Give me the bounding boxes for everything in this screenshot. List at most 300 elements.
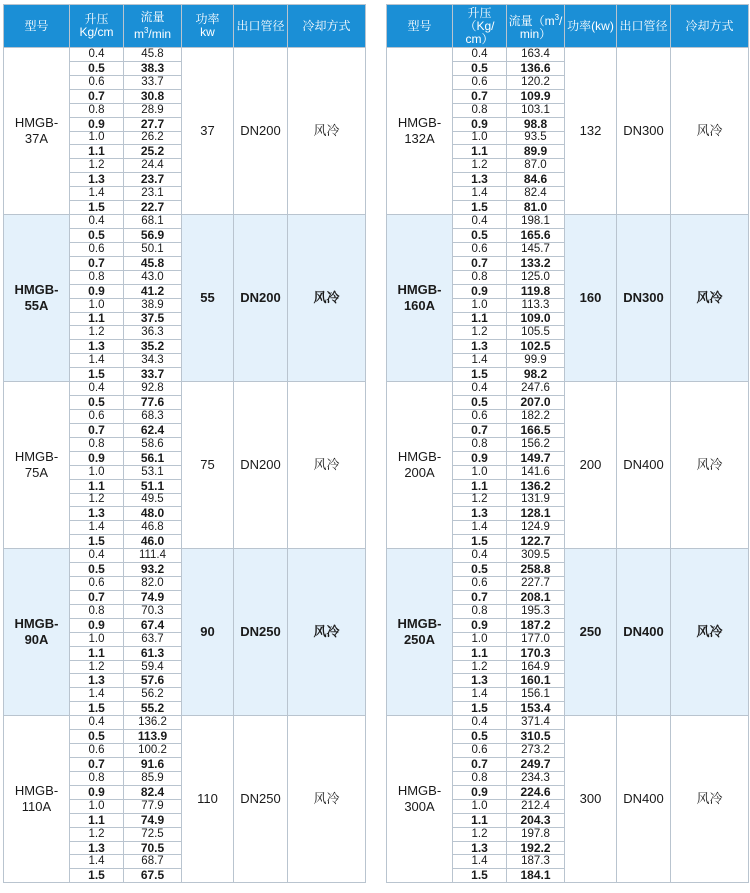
flow-cell: 136.2 [507,479,565,493]
pressure-cell: 0.8 [453,604,507,618]
cooling-cell: 风冷 [288,48,366,215]
flow-cell: 74.9 [124,590,182,604]
pressure-cell: 1.4 [70,187,124,201]
blower-spec-table-left [3,4,366,883]
flow-cell: 51.1 [124,479,182,493]
flow-cell: 207.0 [507,396,565,410]
power-cell: 90 [182,549,234,716]
flow-cell: 92.8 [124,382,182,396]
pressure-cell: 0.9 [70,284,124,298]
pressure-cell: 1.1 [70,813,124,827]
pressure-cell: 1.0 [453,465,507,479]
pressure-cell: 0.9 [453,451,507,465]
flow-cell: 43.0 [124,270,182,284]
flow-cell: 187.2 [507,618,565,632]
pressure-cell: 1.2 [453,326,507,340]
pressure-cell: 1.2 [453,159,507,173]
pressure-cell: 0.5 [70,61,124,75]
pressure-cell: 1.5 [453,201,507,215]
pressure-cell: 1.1 [453,312,507,326]
header-row [387,5,749,48]
flow-cell: 49.5 [124,493,182,507]
pressure-cell: 0.7 [453,89,507,103]
flow-cell: 103.1 [507,103,565,117]
pressure-cell: 1.3 [453,507,507,521]
flow-cell: 33.7 [124,368,182,382]
model-cell: HMGB- 55A [4,215,70,382]
pressure-cell: 1.0 [453,799,507,813]
pressure-cell: 1.3 [453,841,507,855]
outlet-cell: DN300 [617,48,671,215]
pressure-cell: 1.3 [453,340,507,354]
flow-cell: 184.1 [507,869,565,883]
table-row [4,382,366,396]
pressure-cell: 0.6 [453,744,507,758]
pressure-cell: 1.2 [70,660,124,674]
cooling-cell: 风冷 [671,215,749,382]
flow-cell: 77.9 [124,799,182,813]
flow-cell: 141.6 [507,465,565,479]
flow-cell: 99.9 [507,354,565,368]
pressure-cell: 0.9 [453,618,507,632]
outlet-cell: DN400 [617,716,671,883]
flow-cell: 145.7 [507,242,565,256]
pressure-cell: 1.4 [453,187,507,201]
pressure-cell: 0.8 [70,604,124,618]
pressure-cell: 0.4 [453,382,507,396]
model-cell: HMGB- 300A [387,716,453,883]
flow-cell: 61.3 [124,646,182,660]
pressure-cell: 1.5 [70,869,124,883]
pressure-cell: 0.9 [453,785,507,799]
flow-cell: 197.8 [507,827,565,841]
flow-cell: 62.4 [124,423,182,437]
pressure-cell: 1.0 [453,131,507,145]
outlet-cell: DN200 [234,215,288,382]
header-outlet: 出口管径 [617,5,671,48]
table-row [387,382,749,396]
flow-cell: 208.1 [507,590,565,604]
flow-cell: 68.3 [124,409,182,423]
pressure-cell: 1.0 [70,131,124,145]
flow-cell: 224.6 [507,785,565,799]
flow-cell: 247.6 [507,382,565,396]
table-row [4,716,366,730]
flow-cell: 125.0 [507,270,565,284]
flow-cell: 23.1 [124,187,182,201]
flow-cell: 70.5 [124,841,182,855]
flow-cell: 91.6 [124,758,182,772]
pressure-cell: 1.0 [70,799,124,813]
flow-cell: 67.5 [124,869,182,883]
flow-cell: 27.7 [124,117,182,131]
flow-cell: 165.6 [507,228,565,242]
pressure-cell: 0.9 [70,117,124,131]
model-cell: HMGB- 90A [4,549,70,716]
flow-cell: 25.2 [124,145,182,159]
flow-cell: 182.2 [507,409,565,423]
flow-cell: 113.3 [507,298,565,312]
pressure-cell: 0.4 [453,549,507,563]
flow-cell: 85.9 [124,771,182,785]
power-cell: 75 [182,382,234,549]
flow-cell: 24.4 [124,159,182,173]
flow-cell: 122.7 [507,535,565,549]
table-row [387,549,749,563]
pressure-cell: 1.4 [70,688,124,702]
flow-cell: 212.4 [507,799,565,813]
flow-cell: 33.7 [124,75,182,89]
header-flow: 流量 $m^3/\min$ [124,5,182,48]
flow-cell: 81.0 [507,201,565,215]
flow-cell: 82.4 [124,785,182,799]
pressure-cell: 1.4 [70,354,124,368]
flow-cell: 160.1 [507,674,565,688]
flow-cell: 77.6 [124,396,182,410]
outlet-cell: DN250 [234,716,288,883]
header-pressure: 升压 Kg/cm [70,5,124,48]
pressure-cell: 1.1 [453,479,507,493]
flow-cell: 72.5 [124,827,182,841]
pressure-cell: 0.5 [453,61,507,75]
flow-cell: 93.2 [124,563,182,577]
pressure-cell: 0.8 [70,771,124,785]
pressure-cell: 1.4 [453,521,507,535]
pressure-cell: 0.5 [453,396,507,410]
flow-cell: 93.5 [507,131,565,145]
flow-cell: 28.9 [124,103,182,117]
pressure-cell: 1.4 [453,855,507,869]
header-outlet: 出口管径 [234,5,288,48]
flow-cell: 371.4 [507,716,565,730]
flow-cell: 67.4 [124,618,182,632]
header-flow: 流量（$m^3/$ min） [507,5,565,48]
model-cell: HMGB- 110A [4,716,70,883]
pressure-cell: 0.8 [70,103,124,117]
pressure-cell: 0.6 [70,577,124,591]
pressure-cell: 0.6 [453,75,507,89]
pressure-cell: 0.5 [453,228,507,242]
flow-cell: 98.8 [507,117,565,131]
outlet-cell: DN300 [617,215,671,382]
pressure-cell: 0.6 [453,242,507,256]
pressure-cell: 0.7 [453,590,507,604]
flow-cell: 45.8 [124,48,182,62]
header-power: 功率 kw [182,5,234,48]
pressure-cell: 1.3 [453,674,507,688]
flow-cell: 128.1 [507,507,565,521]
flow-cell: 22.7 [124,201,182,215]
flow-cell: 56.9 [124,228,182,242]
model-cell: HMGB- 75A [4,382,70,549]
pressure-cell: 1.1 [453,646,507,660]
pressure-cell: 0.6 [70,75,124,89]
pressure-cell: 1.5 [70,702,124,716]
pressure-cell: 1.1 [453,145,507,159]
flow-cell: 204.3 [507,813,565,827]
flow-cell: 119.8 [507,284,565,298]
pressure-cell: 1.4 [70,855,124,869]
pressure-cell: 0.9 [70,451,124,465]
flow-cell: 45.8 [124,256,182,270]
power-cell: 250 [565,549,617,716]
outlet-cell: DN400 [617,382,671,549]
pressure-cell: 0.5 [453,730,507,744]
pressure-cell: 1.2 [70,827,124,841]
model-cell: HMGB- 250A [387,549,453,716]
flow-cell: 63.7 [124,632,182,646]
pressure-cell: 0.5 [70,228,124,242]
model-cell: HMGB- 200A [387,382,453,549]
cooling-cell: 风冷 [288,382,366,549]
flow-cell: 192.2 [507,841,565,855]
outlet-cell: DN200 [234,48,288,215]
flow-cell: 120.2 [507,75,565,89]
flow-cell: 56.2 [124,688,182,702]
pressure-cell: 0.7 [453,758,507,772]
flow-cell: 70.3 [124,604,182,618]
flow-cell: 38.3 [124,61,182,75]
header-model: 型号 [4,5,70,48]
pressure-cell: 1.1 [70,145,124,159]
pressure-cell: 0.4 [453,48,507,62]
flow-cell: 41.2 [124,284,182,298]
pressure-cell: 1.3 [70,674,124,688]
pressure-cell: 1.3 [70,507,124,521]
power-cell: 300 [565,716,617,883]
flow-cell: 309.5 [507,549,565,563]
pressure-cell: 0.7 [453,423,507,437]
pressure-cell: 0.4 [453,215,507,229]
outlet-cell: DN200 [234,382,288,549]
flow-cell: 198.1 [507,215,565,229]
pressure-cell: 0.5 [453,563,507,577]
pressure-cell: 0.6 [453,409,507,423]
table-row [4,215,366,229]
pressure-cell: 0.5 [70,396,124,410]
pressure-cell: 0.7 [70,590,124,604]
flow-cell: 82.0 [124,577,182,591]
cooling-cell: 风冷 [288,549,366,716]
power-cell: 37 [182,48,234,215]
pressure-cell: 0.4 [70,215,124,229]
flow-cell: 74.9 [124,813,182,827]
pressure-cell: 1.2 [453,493,507,507]
pressure-cell: 1.4 [453,688,507,702]
pressure-cell: 1.0 [453,298,507,312]
cooling-cell: 风冷 [671,716,749,883]
flow-cell: 57.6 [124,674,182,688]
flow-cell: 46.8 [124,521,182,535]
flow-cell: 68.1 [124,215,182,229]
flow-cell: 109.9 [507,89,565,103]
pressure-cell: 0.6 [453,577,507,591]
cooling-cell: 风冷 [288,716,366,883]
pressure-cell: 1.5 [453,869,507,883]
flow-cell: 23.7 [124,173,182,187]
pressure-cell: 0.8 [453,437,507,451]
flow-cell: 84.6 [507,173,565,187]
power-cell: 132 [565,48,617,215]
pressure-cell: 1.4 [70,521,124,535]
flow-cell: 113.9 [124,730,182,744]
flow-cell: 111.4 [124,549,182,563]
cooling-cell: 风冷 [671,382,749,549]
table-row [387,215,749,229]
pressure-cell: 0.8 [70,270,124,284]
flow-cell: 37.5 [124,312,182,326]
flow-cell: 87.0 [507,159,565,173]
pressure-cell: 1.0 [70,632,124,646]
pressure-cell: 1.5 [453,535,507,549]
flow-cell: 53.1 [124,465,182,479]
pressure-cell: 0.7 [70,89,124,103]
pressure-cell: 0.9 [70,785,124,799]
cooling-cell: 风冷 [671,549,749,716]
flow-cell: 136.6 [507,61,565,75]
pressure-cell: 1.3 [70,173,124,187]
pressure-cell: 0.6 [70,744,124,758]
pressure-cell: 1.2 [453,827,507,841]
flow-cell: 170.3 [507,646,565,660]
pressure-cell: 0.8 [453,771,507,785]
pressure-cell: 1.3 [70,340,124,354]
pressure-cell: 0.9 [70,618,124,632]
flow-cell: 136.2 [124,716,182,730]
outlet-cell: DN250 [234,549,288,716]
flow-cell: 36.3 [124,326,182,340]
pressure-cell: 1.5 [453,702,507,716]
flow-cell: 109.0 [507,312,565,326]
pressure-cell: 0.7 [453,256,507,270]
flow-cell: 124.9 [507,521,565,535]
pressure-cell: 1.5 [70,201,124,215]
header-cooling: 冷却方式 [671,5,749,48]
pressure-cell: 1.5 [453,368,507,382]
pressure-cell: 1.0 [70,298,124,312]
pressure-cell: 1.3 [453,173,507,187]
flow-cell: 34.3 [124,354,182,368]
pressure-cell: 1.4 [453,354,507,368]
pressure-cell: 0.8 [70,437,124,451]
flow-cell: 55.2 [124,702,182,716]
flow-cell: 249.7 [507,758,565,772]
flow-cell: 156.1 [507,688,565,702]
pressure-cell: 0.4 [70,48,124,62]
flow-cell: 30.8 [124,89,182,103]
pressure-cell: 1.2 [70,493,124,507]
pressure-cell: 0.8 [453,270,507,284]
flow-cell: 105.5 [507,326,565,340]
flow-cell: 46.0 [124,535,182,549]
pressure-cell: 0.5 [70,730,124,744]
pressure-cell: 0.7 [70,256,124,270]
model-cell: HMGB- 132A [387,48,453,215]
header-row [4,5,366,48]
flow-cell: 177.0 [507,632,565,646]
flow-cell: 102.5 [507,340,565,354]
flow-cell: 149.7 [507,451,565,465]
pressure-cell: 0.9 [453,284,507,298]
flow-cell: 35.2 [124,340,182,354]
flow-cell: 133.2 [507,256,565,270]
pressure-cell: 0.6 [70,409,124,423]
pressure-cell: 1.2 [70,159,124,173]
flow-cell: 82.4 [507,187,565,201]
pressure-cell: 0.9 [453,117,507,131]
flow-cell: 59.4 [124,660,182,674]
flow-cell: 50.1 [124,242,182,256]
power-cell: 160 [565,215,617,382]
flow-cell: 48.0 [124,507,182,521]
pressure-cell: 0.4 [453,716,507,730]
flow-cell: 131.9 [507,493,565,507]
flow-cell: 195.3 [507,604,565,618]
flow-cell: 273.2 [507,744,565,758]
power-cell: 110 [182,716,234,883]
pressure-cell: 1.1 [70,479,124,493]
pressure-cell: 0.7 [70,423,124,437]
outlet-cell: DN400 [617,549,671,716]
table-row [387,716,749,730]
flow-cell: 38.9 [124,298,182,312]
pressure-cell: 1.2 [70,326,124,340]
header-model: 型号 [387,5,453,48]
cooling-cell: 风冷 [671,48,749,215]
model-cell: HMGB- 37A [4,48,70,215]
flow-cell: 163.4 [507,48,565,62]
table-row [4,48,366,62]
flow-cell: 227.7 [507,577,565,591]
pressure-cell: 0.6 [70,242,124,256]
header-power: 功率(kw) [565,5,617,48]
header-cooling: 冷却方式 [288,5,366,48]
flow-cell: 310.5 [507,730,565,744]
flow-cell: 164.9 [507,660,565,674]
flow-cell: 98.2 [507,368,565,382]
model-cell: HMGB- 160A [387,215,453,382]
pressure-cell: 0.8 [453,103,507,117]
pressure-cell: 1.5 [70,368,124,382]
pressure-cell: 1.0 [70,465,124,479]
pressure-cell: 0.4 [70,716,124,730]
flow-cell: 187.3 [507,855,565,869]
pressure-cell: 1.3 [70,841,124,855]
flow-cell: 234.3 [507,771,565,785]
pressure-cell: 1.1 [70,312,124,326]
flow-cell: 68.7 [124,855,182,869]
flow-cell: 166.5 [507,423,565,437]
pressure-cell: 0.5 [70,563,124,577]
flow-cell: 100.2 [124,744,182,758]
header-pressure: 升压（Kg/ cm） [453,5,507,48]
pressure-cell: 1.0 [453,632,507,646]
flow-cell: 258.8 [507,563,565,577]
table-row [387,48,749,62]
pressure-cell: 1.5 [70,535,124,549]
flow-cell: 26.2 [124,131,182,145]
pressure-cell: 0.7 [70,758,124,772]
power-cell: 55 [182,215,234,382]
pressure-cell: 1.2 [453,660,507,674]
pressure-cell: 0.4 [70,382,124,396]
pressure-cell: 1.1 [453,813,507,827]
flow-cell: 89.9 [507,145,565,159]
flow-cell: 153.4 [507,702,565,716]
pressure-cell: 1.1 [70,646,124,660]
blower-spec-table-right [386,4,749,883]
table-row [4,549,366,563]
